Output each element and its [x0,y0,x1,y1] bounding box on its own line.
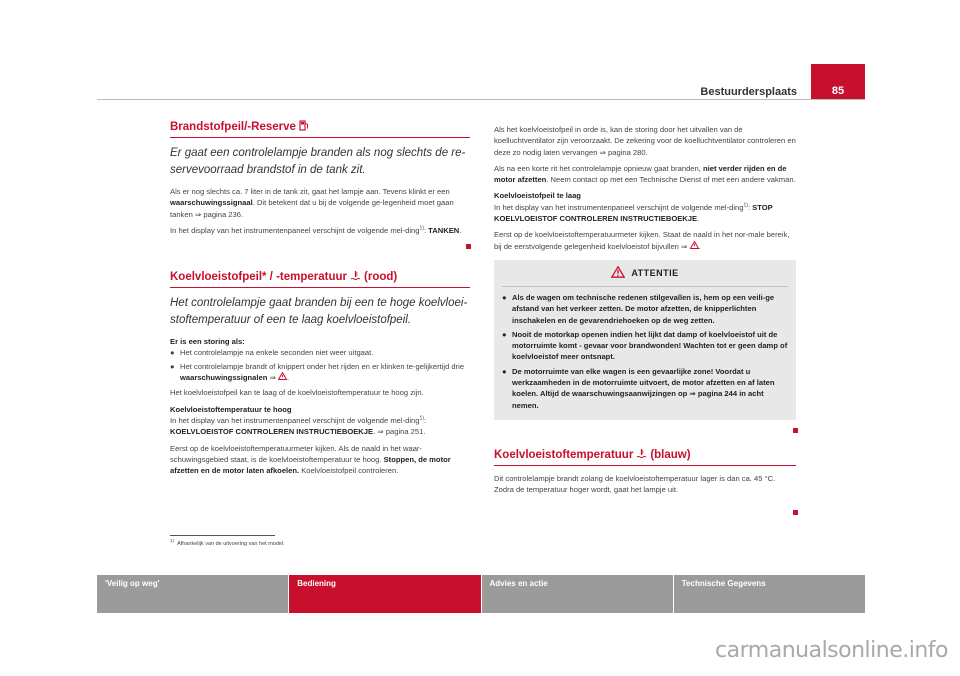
section-end-marker [793,510,798,515]
list-item-text: Het controlelampje na enkele seconden niet weer uitgaat. [180,348,374,358]
coolant-paragraph-4 [170,415,470,438]
section-title-fuel [170,120,470,138]
section-end-marker [793,428,798,433]
list-item [170,361,470,384]
coolant-paragraph-3: Het koelvloeistofpeil kan te laag of de koelvloeistoftemperatuur te hoog zijn. [170,388,424,398]
section-title-fuel-text: Brandstofpeil/-Reserve [170,121,296,133]
list-item [170,347,470,358]
text-bold: Stoppen, de motor afzetten en de motor laten afkoelen. [170,454,451,476]
fuel-paragraph-1 [170,186,470,220]
right-paragraph-1: Als het koelvloeistofpeil in orde is, kan de storing door het uitvallen van de koelluchtventilator zijn veroorzaakt. De zekering voor de koelluchtventilator controleren en deze zo nodig laten vervangen ⇒ pagina 280. [494,125,796,157]
text: In het display van het instrumentenpaneel verschijnt de volgende mel-ding [170,225,420,235]
right-paragraph-4: Eerst op de koelvloeistoftemperatuurmeter kijken. Staat de naald in het nor-male bereik, bij de eerstvolgende gelegenheid koelvloeistof bijvullen ⇒ . [494,230,790,251]
bullet-dot: ● [502,366,507,376]
text: . [459,225,462,235]
left-column [170,120,470,481]
bullet-dot: ● [170,348,175,358]
subheading-temp-high: Koelvloeistoftemperatuur te hoog [170,404,292,414]
text: . [697,214,700,224]
warning-item-text: Als de wagen om technische redenen stilgevallen is, hem op een veili-ge afstand van het verkeer zetten. De motor afzetten, de knipperlichten inschakelen en de gevarendriehoeken op de weg zetten. [512,292,775,325]
footnote-ref: 1) [743,202,748,209]
display-message: TANKEN [428,225,460,235]
chapter-tabs [97,575,865,613]
section-title-coolant-blue [494,448,796,466]
coolant-temperature-icon [350,270,361,284]
right-column [494,124,796,501]
text: : [423,225,429,235]
tab-veilig-op-weg[interactable]: 'Veilig op weg' [97,575,288,613]
warning-header [502,260,788,287]
display-message: KOELVLOEISTOF CONTROLEREN INSTRUCTIEBOEKJE [170,427,374,437]
tab-bediening[interactable]: Bediening [289,575,480,613]
header-rule [97,99,865,100]
section-title-suffix: (blauw) [650,448,691,461]
storing-label: Er is een storing als: [170,337,245,347]
fuel-paragraph-2 [170,225,470,236]
watermark: carmanualsonline.info [715,638,948,663]
text: In het display van het instrumentenpaneel verschijnt de volgende mel-ding [494,202,744,212]
warning-item [502,329,788,363]
text: ⇒ [267,373,278,383]
warning-item-text: Nooit de motorkap openen indien het lijkt dat damp of koelvloeistof uit de motorruimte komt - gevaar voor brandwonden! Wachten tot er geen damp of koelvloeistof meer ontsnapt. [512,329,788,362]
footnote-text: Afhankelijk van de uitvoering van het model. [177,541,285,547]
warning-item-text: De motorruimte van elke wagen is een gevaarlijke zone! Voordat u werkzaamheden in de motorruimte uitvoert, de motor afzetten en af laten koelen. Altijd de waarschuwingsaanwijzingen op ⇒ pagina 244 in acht nemen. [512,366,775,410]
text: Als er nog slechts ca. 7 liter in de tank zit, gaat het lampje aan. Tevens klinkt er een [170,187,450,196]
warning-triangle-icon [278,373,287,382]
coolant-temperature-icon [636,448,647,462]
footnote-ref: 1) [419,415,424,422]
fuel-lead: Er gaat een controlelampje branden als nog slechts de re-servevoorraad brandstof in de tank zit. [170,147,466,176]
footnote-rule [170,535,275,536]
text-bold: waarschuwingssignalen [180,373,268,383]
tab-technische-gegevens[interactable]: Technische Gegevens [674,575,865,613]
bullet-dot: ● [502,329,507,339]
text-bold: waarschuwingssignaal [170,198,253,208]
footnote [170,538,285,547]
bullet-dot: ● [502,292,507,302]
warning-box [494,260,796,420]
text: : [747,202,753,212]
text: Eerst op de koelvloeistoftemperatuurmeter kijken. Als de naald in het waar-schuwingsgebied staat, is de koelvloeistoftemperatuur te hoog. [170,443,422,464]
page-number: 85 [831,85,845,97]
section-title-text: Koelvloeistoftemperatuur [494,448,634,461]
text: Koelvloeistofpeil controleren. [299,466,399,476]
fuel-pump-icon [299,120,309,134]
text: Als na een korte rit het controlelampje opnieuw gaat branden, [494,163,703,173]
text: . Neem contact op met een Technische Dienst of met een andere vakman. [546,175,796,185]
footnote-number: 1) [170,538,175,544]
text: Het controlelampje brandt of knippert onder het rijden en er klinken te-gelijkertijd drie [180,361,465,371]
coolant-paragraph-5 [170,443,470,477]
warning-item [502,366,788,411]
right-paragraph-2 [494,163,796,186]
header-title: Bestuurdersplaats [700,86,797,98]
page-number-box [811,64,865,100]
section-title-suffix: (rood) [364,271,398,284]
text: . ⇒ pagina 251. [373,427,426,437]
subheading-level-low: Koelvloeistofpeil te laag [494,191,581,201]
section-title-coolant-red [170,270,470,288]
tab-advies-en-actie[interactable]: Advies en actie [482,575,673,613]
warning-triangle-icon [690,242,699,251]
coolant-blue-paragraph: Dit controlelampje brandt zolang de koelvloeistoftemperatuur lager is dan ca. 45 °C. Zodra de temperatuur hoger wordt, gaat het lampje uit. [494,473,776,495]
coolant-lead: Het controlelampje gaat branden bij een te hoge koelvloei-stoftemperatuur of een te laag koelvloeistofpeil. [170,297,468,327]
list-item-text: Het controlelampje brandt of knippert onder het rijden en er klinken te-gelijkertijd drie waarschuwingssignalen ⇒ . [180,361,465,383]
warning-title: ATTENTIE [631,267,679,278]
footnote-ref: 1) [419,225,424,232]
text: : [423,415,427,425]
right-paragraph-3 [494,202,796,225]
text-bold: niet verder rijden en de motor afzetten [494,163,787,185]
warning-triangle-icon [611,266,625,280]
section-end-marker [466,244,471,249]
text: . Dit betekent dat u bij de volgende ge-legenheid moet gaan tanken ⇒ pagina 236. [170,198,454,219]
display-message: STOP KOELVLOEISTOF CONTROLEREN INSTRUCTIEBOEKJE [494,202,773,224]
text: Eerst op de koelvloeistoftemperatuurmeter kijken. Staat de naald in het nor-male bereik, bij de eerstvolgende gelegenheid koelvloeistof bijvullen ⇒ [494,230,790,251]
bullet-dot: ● [170,361,175,371]
warning-item [502,292,788,326]
section-title-text: Koelvloeistofpeil* / -temperatuur [170,271,348,284]
text: In het display van het instrumentenpaneel verschijnt de volgende mel-ding [170,415,420,425]
